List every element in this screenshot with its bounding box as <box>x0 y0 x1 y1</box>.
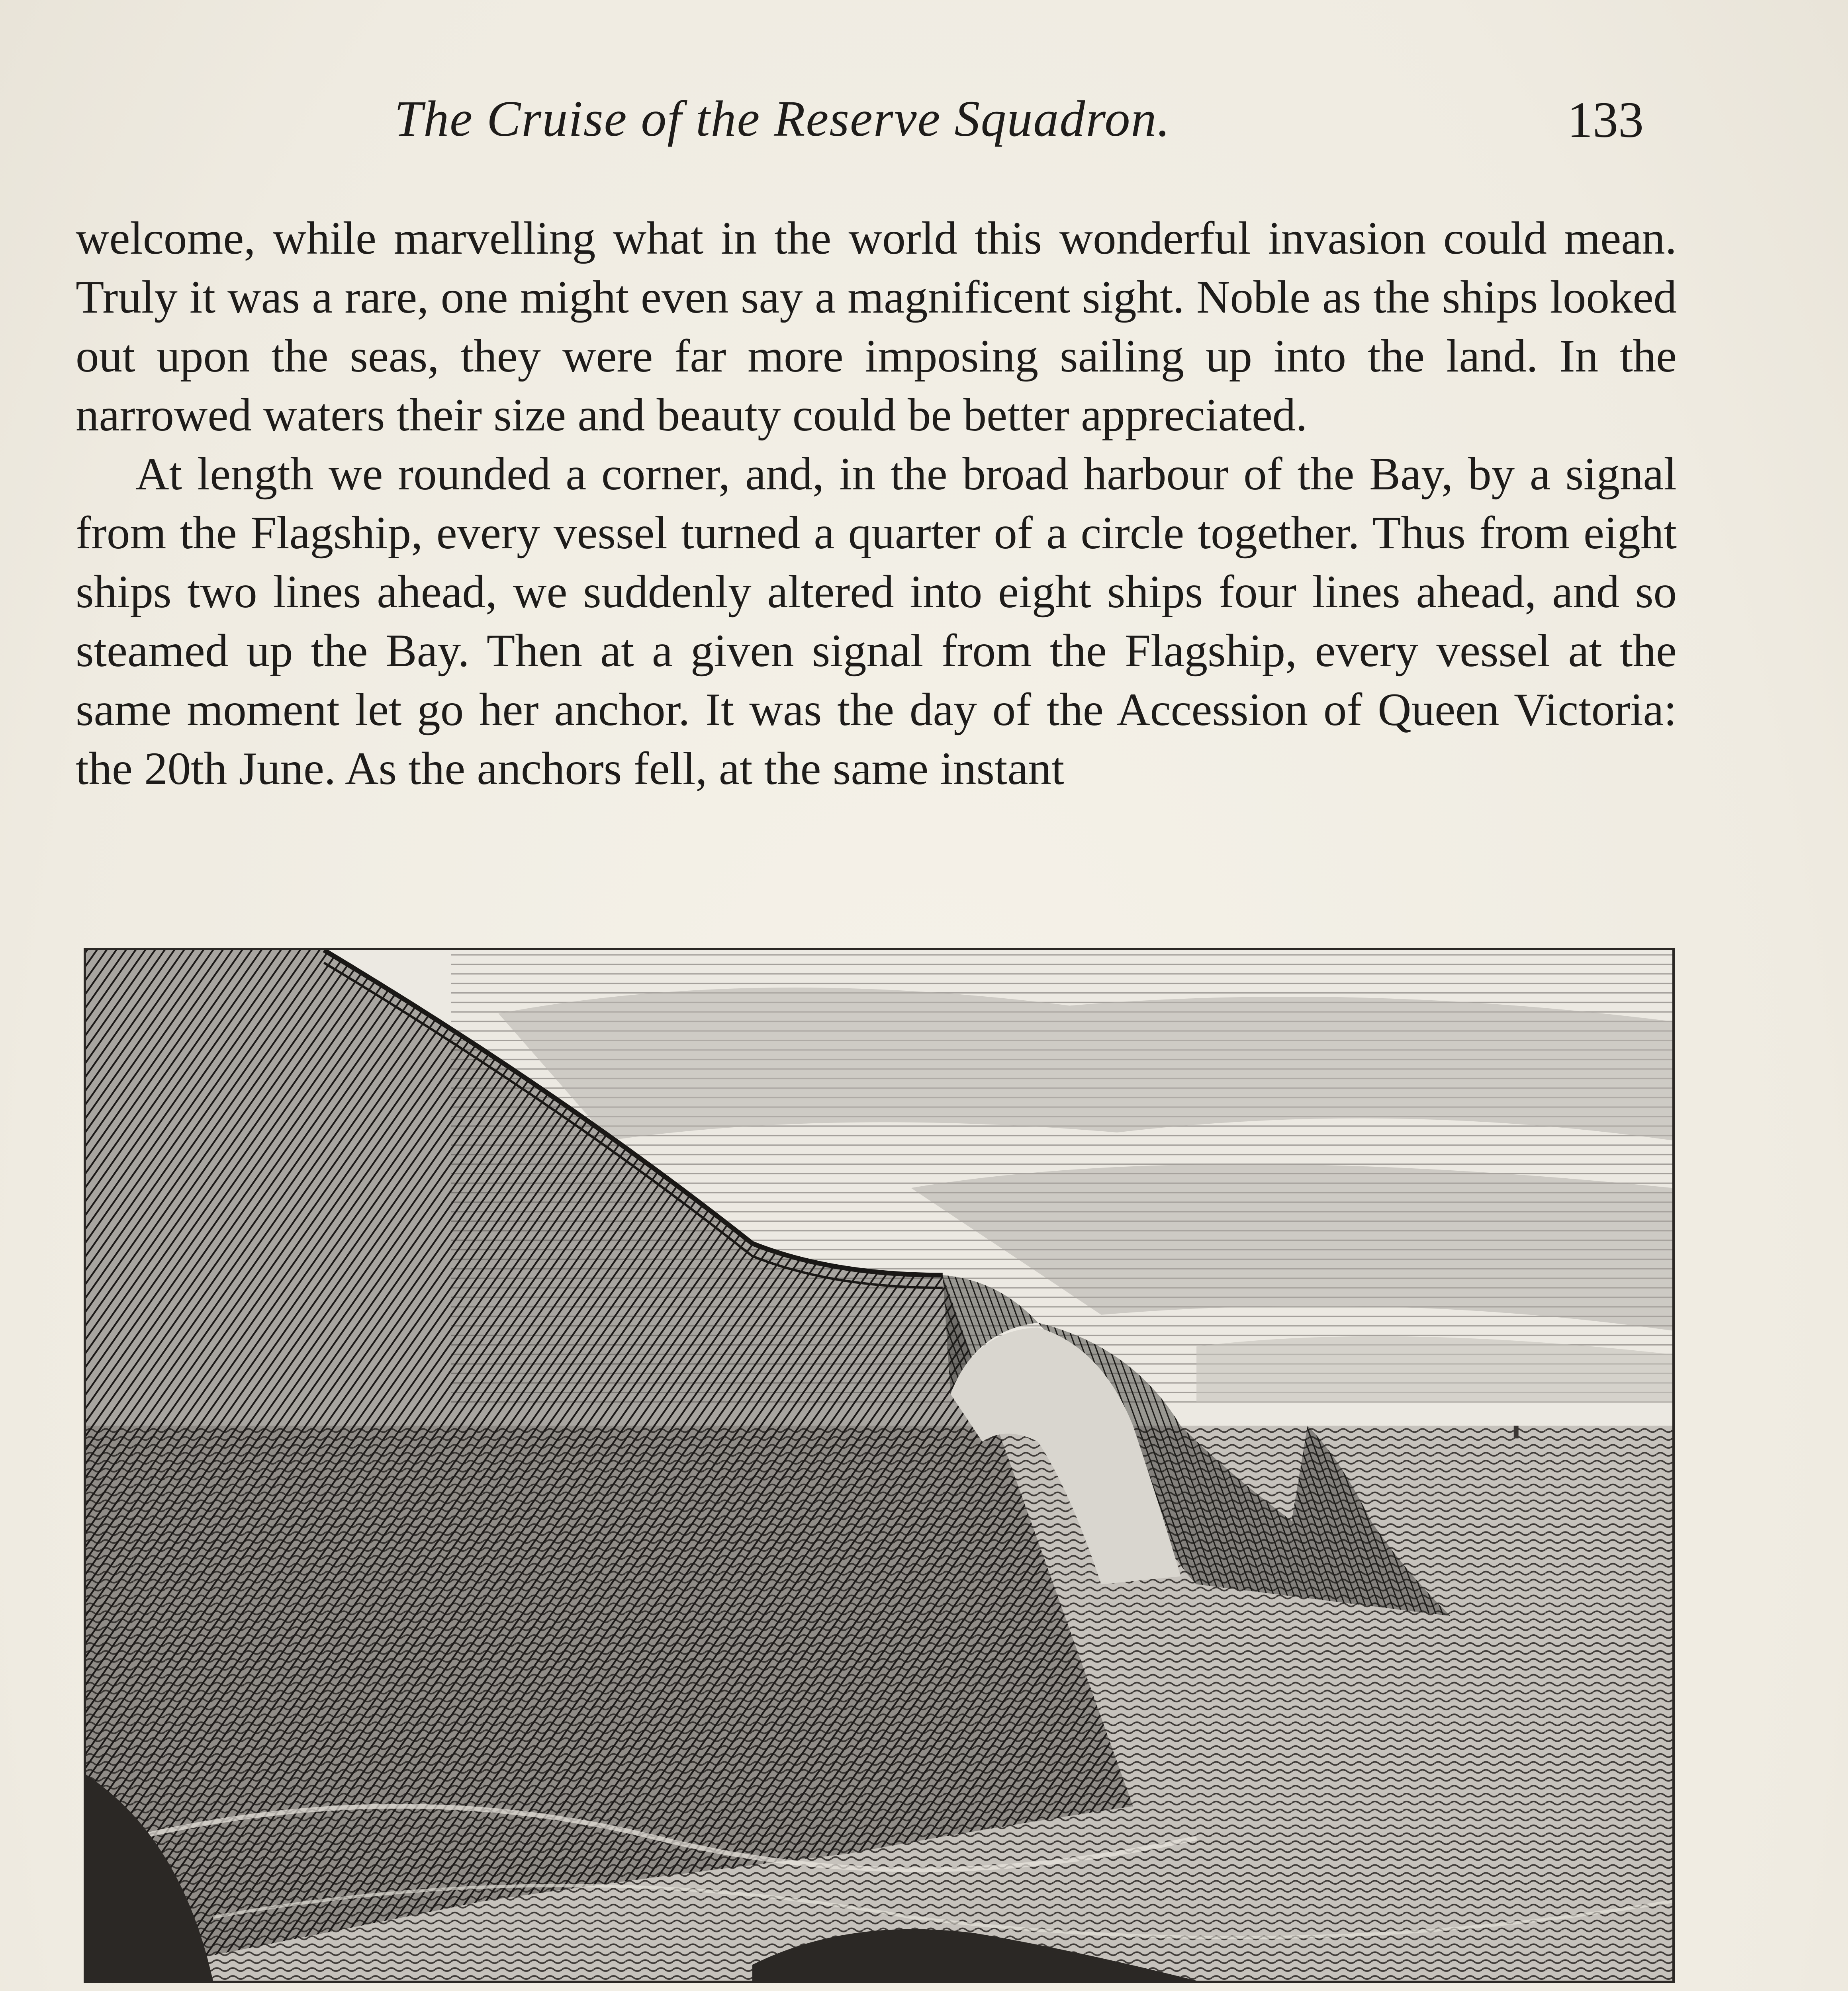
page-number: 133 <box>1567 92 1644 148</box>
engraving-image <box>86 950 1672 1981</box>
torbay-engraving <box>84 948 1675 1983</box>
body-text-top <box>76 209 1677 798</box>
running-title: The Cruise of the Reserve Squadron. <box>394 90 1171 147</box>
paragraph-rounded-corner: At length we rounded a corner, and, in the broad harbour of the Bay, by a signal from the Flagship, every vessel turned a quarter of a circle together. Thus from eight ships two lines ahead, we suddenly altered into eight ships four lines ahead, and so steamed up the Bay. Then at a given signal from the Flagship, every vessel at the same moment let go her anchor. It was the day of the Accession of Queen Victoria: the 20th June. As the anchors fell, at the same instant <box>76 448 1677 794</box>
paragraph-welcome: welcome, while marvelling what in the world this wonderful invasion could mean. Truly it was a rare, one might even say a magnificent sight. Noble as the ships looked out upon the seas, they were far more imposing sailing up into the land. In the narrowed waters their size and beauty could be better appreciated. <box>76 213 1677 441</box>
